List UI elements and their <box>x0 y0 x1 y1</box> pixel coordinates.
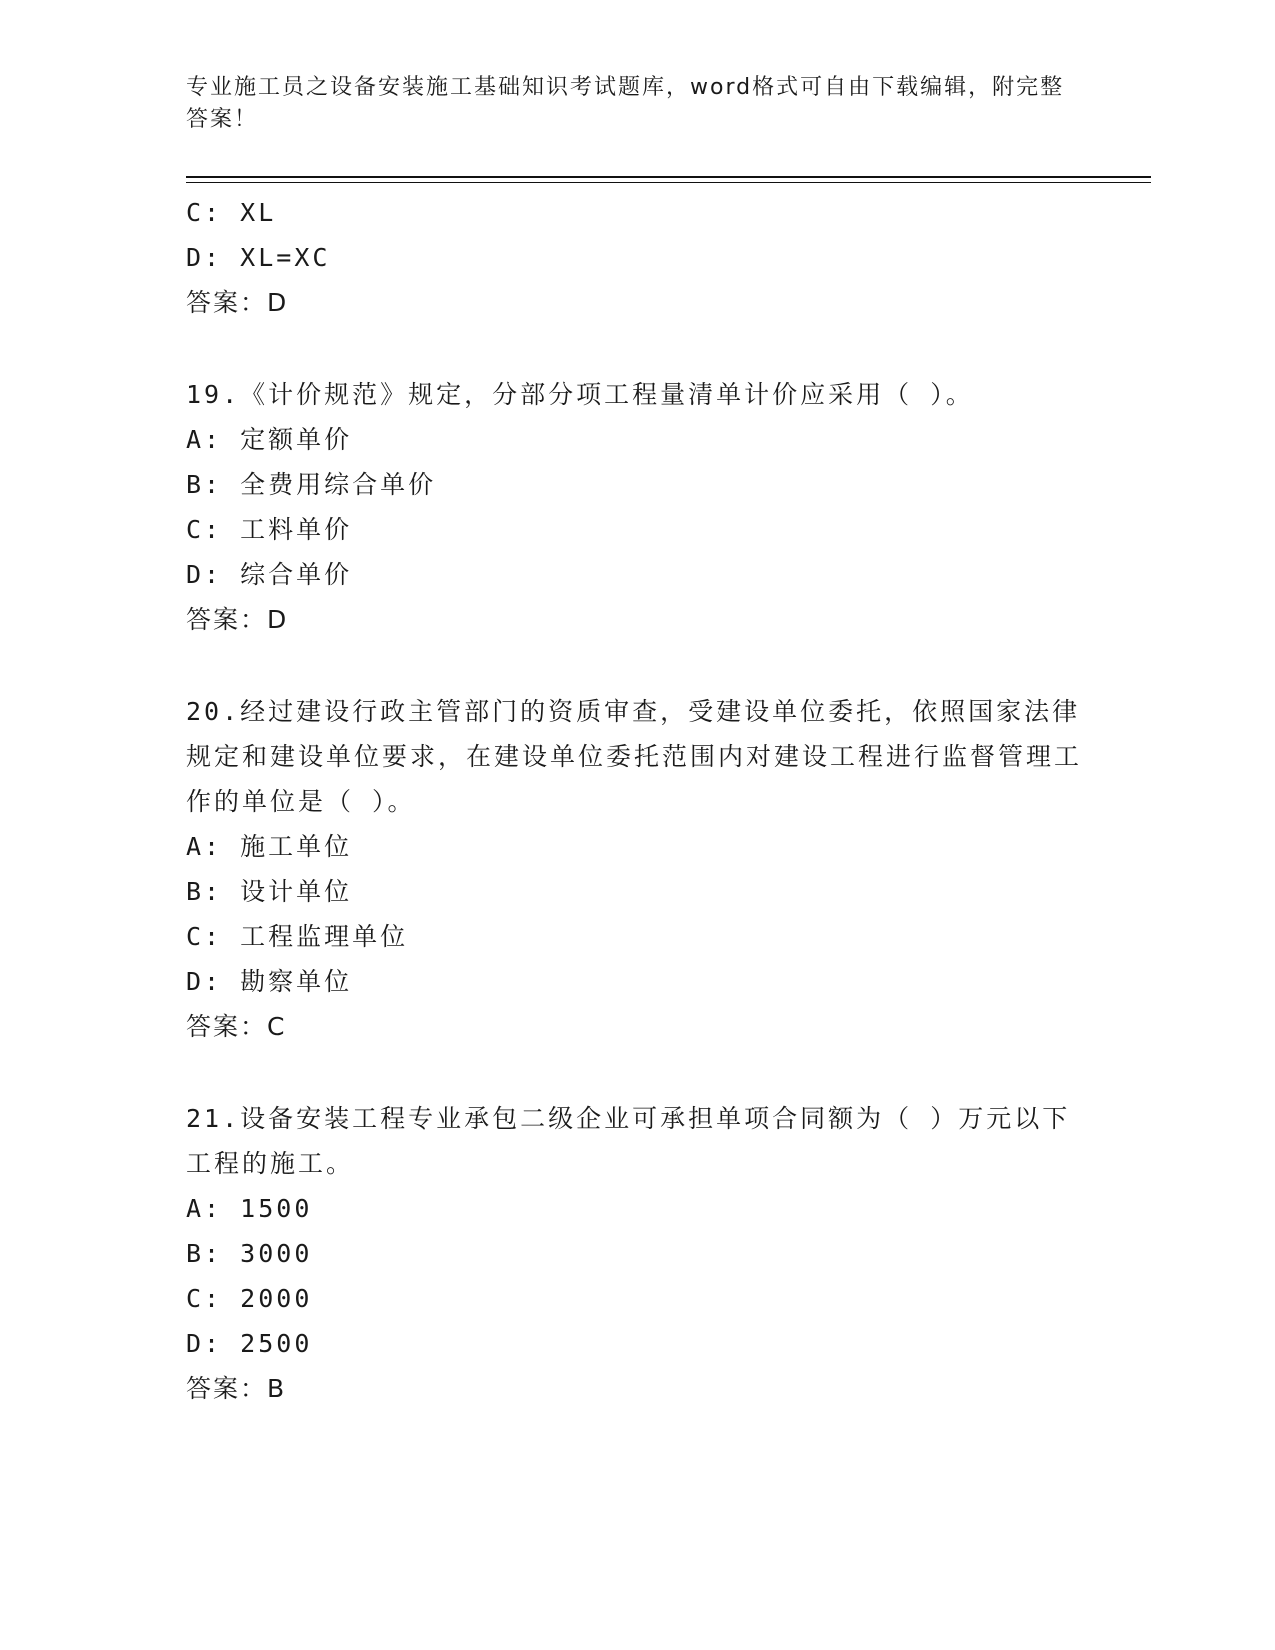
answer-line: 答案：D <box>186 605 289 634</box>
option-d: D: 综合单价 <box>186 560 353 589</box>
answer-line: 答案：C <box>186 1012 287 1041</box>
option-d: D: 勘察单位 <box>186 967 353 996</box>
question-text: 19.《计价规范》规定，分部分项工程量清单计价应采用（ ）。 <box>186 380 974 409</box>
page-header: 专业施工员之设备安装施工基础知识考试题库，word格式可自由下载编辑，附完整答案！ <box>186 75 1065 132</box>
answer-line: 答案：B <box>186 1374 287 1403</box>
answer-line: 答案：D <box>186 288 289 317</box>
option-a: A: 施工单位 <box>186 832 353 861</box>
question-text: 21.设备安装工程专业承包二级企业可承担单项合同额为（ ）万元以下工程的施工。 <box>186 1104 1071 1178</box>
option-b: B: 全费用综合单价 <box>186 470 437 499</box>
option-c: C: 2000 <box>186 1284 313 1313</box>
option-a: A: 定额单价 <box>186 425 353 454</box>
header-rule <box>186 176 1151 178</box>
option-a: A: 1500 <box>186 1194 313 1223</box>
question-list <box>186 190 1086 1411</box>
question-text: 20.经过建设行政主管部门的资质审查，受建设单位委托，依照国家法律规定和建设单位要求，在建设单位委托范围内对建设工程进行监督管理工作的单位是（ ）。 <box>186 697 1083 816</box>
header-rule-thin <box>186 182 1151 183</box>
option-b: B: 3000 <box>186 1239 313 1268</box>
option-d: D: XL=XC <box>186 243 331 272</box>
option-c: C: XL <box>186 198 277 227</box>
option-b: B: 设计单位 <box>186 877 353 906</box>
option-c: C: 工程监理单位 <box>186 922 409 951</box>
option-d: D: 2500 <box>186 1329 313 1358</box>
option-c: C: 工料单价 <box>186 515 353 544</box>
